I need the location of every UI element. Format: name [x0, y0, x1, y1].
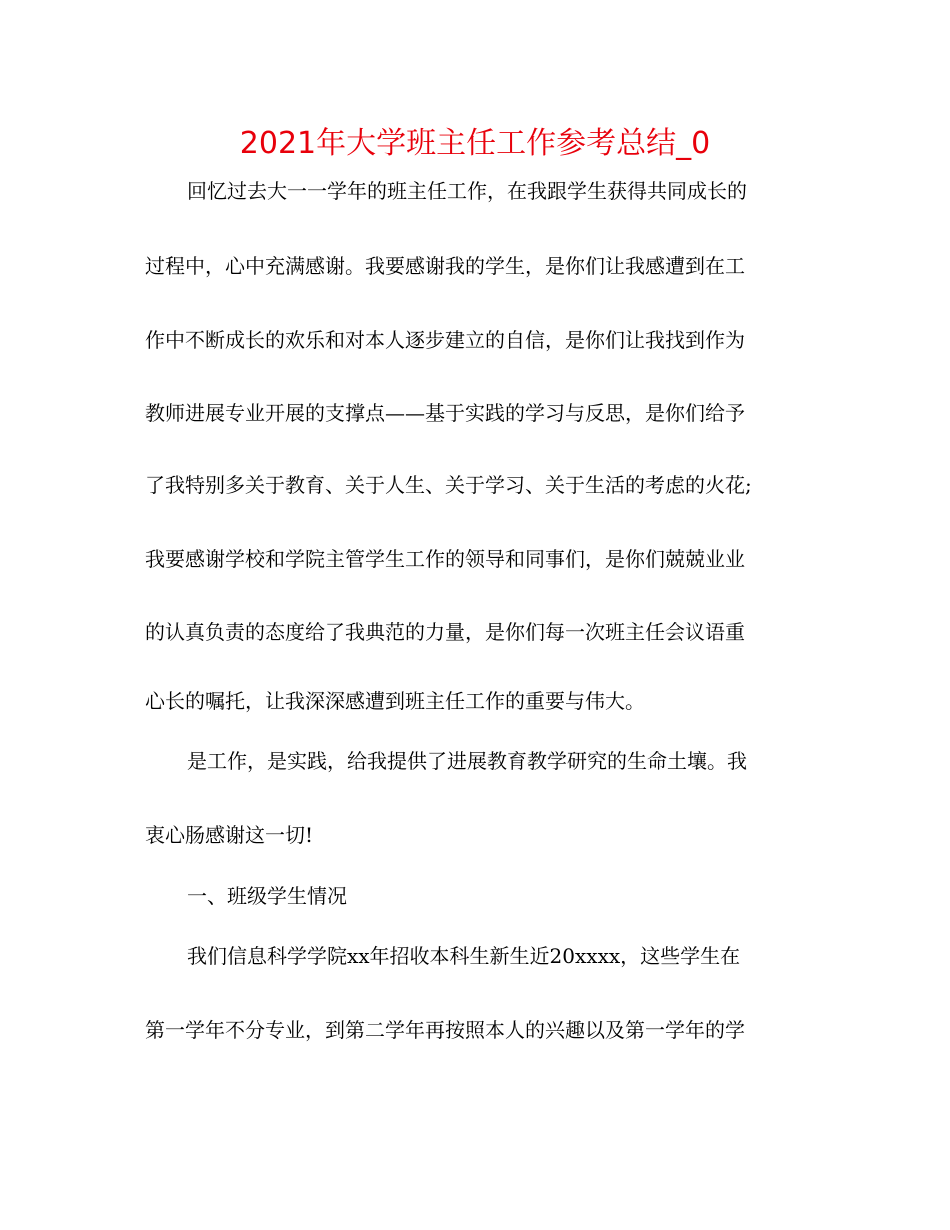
body-line: 教师进展专业开展的支撑点——基于实践的学习与反思，是你们给予 [145, 401, 745, 425]
body-line: 过程中，心中充满感谢。我要感谢我的学生，是你们让我感遭到在工 [145, 254, 745, 278]
body-line: 我要感谢学校和学院主管学生工作的领导和同事们，是你们兢兢业业 [145, 547, 745, 571]
section-heading: 一、班级学生情况 [187, 884, 347, 908]
body-line: 第一学年不分专业，到第二学年再按照本人的兴趣以及第一学年的学 [145, 1018, 745, 1042]
body-line: 是工作，是实践，给我提供了进展教育教学研究的生命土壤。我 [187, 749, 747, 773]
document-title: 2021年大学班主任工作参考总结_0 [239, 126, 711, 161]
body-line: 作中不断成长的欢乐和对本人逐步建立的自信，是你们让我找到作为 [145, 328, 745, 352]
body-line: 心长的嘱托，让我深深感遭到班主任工作的重要与伟大。 [145, 689, 645, 713]
body-line: 回忆过去大一一学年的班主任工作，在我跟学生获得共同成长的 [187, 179, 747, 203]
body-line: 的认真负责的态度给了我典范的力量，是你们每一次班主任会议语重 [145, 620, 745, 644]
body-line: 了我特别多关于教育、关于人生、关于学习、关于生活的考虑的火花; [145, 473, 752, 497]
body-line: 我们信息科学学院xx年招收本科生新生近20xxxx，这些学生在 [187, 944, 741, 968]
body-line: 衷心肠感谢这一切! [145, 823, 314, 847]
